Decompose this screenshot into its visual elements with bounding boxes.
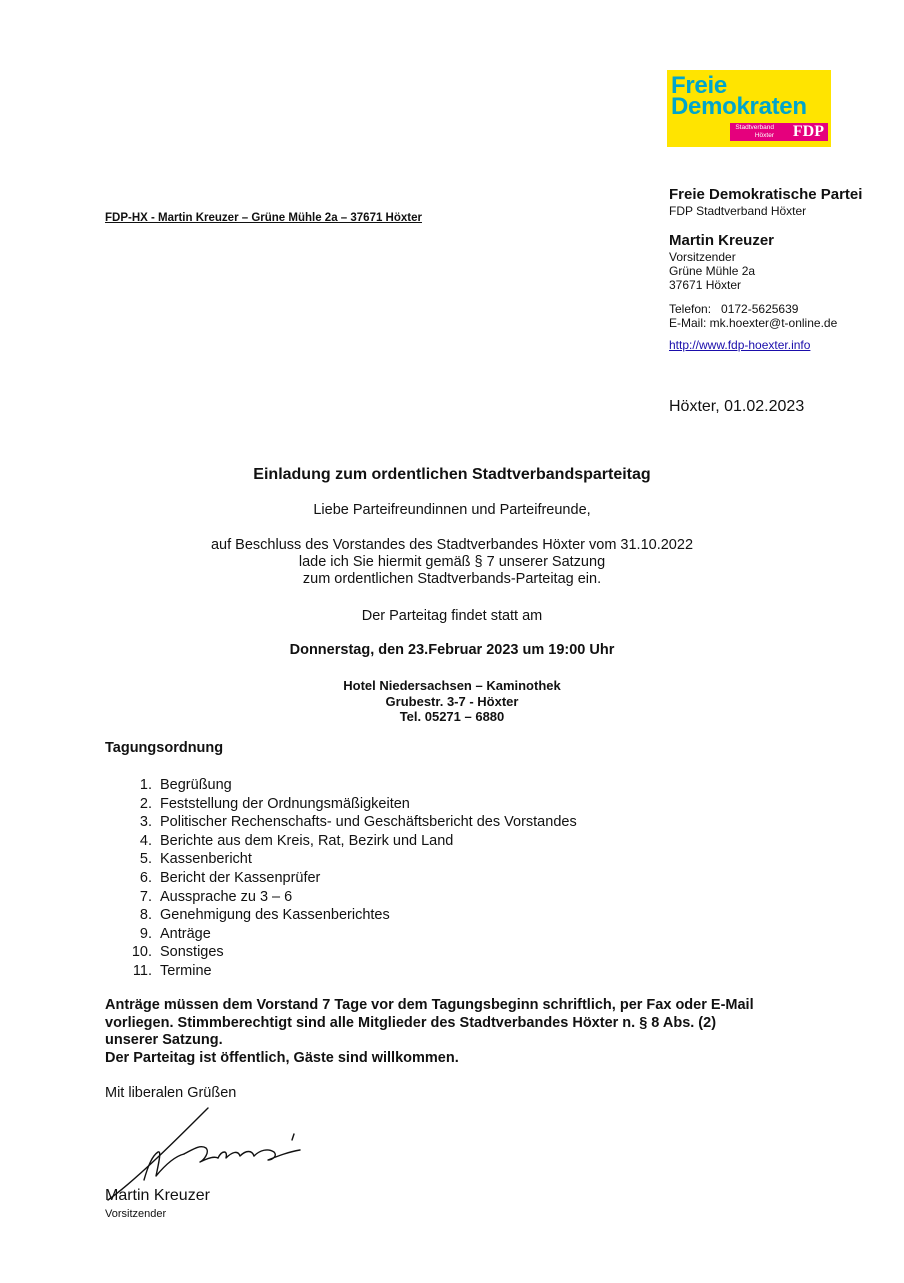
agenda-title: Tagungsordnung bbox=[105, 740, 224, 756]
agenda-item: 7. Aussprache zu 3 – 6 bbox=[139, 888, 293, 905]
greeting: Liebe Parteifreundinnen und Parteifreunde, bbox=[313, 502, 591, 518]
party-name: Freie Demokratische Partei bbox=[669, 186, 863, 203]
author-name: Martin Kreuzer bbox=[669, 232, 775, 249]
letter-date: Höxter, 01.02.2023 bbox=[669, 398, 805, 415]
agenda-item: 3. Politischer Rechenschafts- und Geschäftsbericht des Vorstandes bbox=[139, 814, 577, 831]
agenda-item: 8. Genehmigung des Kassenberichtes bbox=[139, 907, 390, 924]
logo-fdp: FDP bbox=[792, 123, 824, 140]
letter-title: Einladung zum ordentlichen Stadtverbandsparteitag bbox=[253, 466, 651, 483]
sender-line: FDP-HX - Martin Kreuzer – Grüne Mühle 2a – 37671 Höxter bbox=[105, 212, 422, 224]
intro-paragraph: auf Beschluss des Vorstandes des Stadtverbandes Höxter vom 31.10.2022 lade ich Sie hiermit gemäß § 7 unserer Satzung zum ordentlichen Stadtverbands-Parteitag ein. bbox=[210, 537, 694, 587]
agenda-item: 6. Bericht der Kassenprüfer bbox=[139, 869, 321, 886]
signature-role: Vorsitzender bbox=[105, 1208, 167, 1220]
logo-tag bbox=[730, 123, 828, 141]
agenda-item: 2. Feststellung der Ordnungsmäßigkeiten bbox=[139, 795, 410, 812]
author-city: 37671 Höxter bbox=[669, 278, 742, 292]
agenda-item: 4. Berichte aus dem Kreis, Rat, Bezirk und Land bbox=[139, 832, 454, 849]
website-link[interactable]: http://www.fdp-hoexter.info bbox=[669, 338, 811, 352]
phone: Telefon: 0172-5625639 bbox=[669, 302, 799, 316]
event-venue: Hotel Niedersachsen – Kaminothek Grubestr. 3-7 - Höxter Tel. 05271 – 6880 bbox=[343, 678, 561, 724]
agenda-item: 1. Begrüßung bbox=[139, 777, 232, 793]
notice-paragraph: Anträge müssen dem Vorstand 7 Tage vor dem Tagungsbeginn schriftlich, per Fax oder E-Mail vorliegen. Stimmberechtigt sind alle Mitglieder des Stadtverbandes Höxter n. § 8 Abs. (2) unserer Satzung. Der Parteitag ist öffentlich, Gäste sind willkommen. bbox=[105, 997, 754, 1066]
agenda-item: 9. Anträge bbox=[139, 925, 211, 942]
fdp-logo bbox=[667, 70, 831, 147]
event-datetime: Donnerstag, den 23.Februar 2023 um 19:00 Uhr bbox=[289, 642, 615, 658]
closing-text: Mit liberalen Grüßen bbox=[105, 1085, 237, 1101]
agenda-item: 5. Kassenbericht bbox=[139, 851, 252, 868]
signature-name: Martin Kreuzer bbox=[105, 1187, 210, 1204]
branch-name: FDP Stadtverband Höxter bbox=[669, 204, 807, 218]
agenda-item: 10. Sonstiges bbox=[131, 944, 224, 961]
agenda-item: 11. Termine bbox=[132, 962, 212, 979]
logo-line2: Demokraten bbox=[671, 93, 807, 120]
logo-tag-text: Stadtverband Höxter bbox=[735, 124, 774, 139]
agenda-list bbox=[130, 776, 577, 981]
logo-line1: Freie bbox=[671, 72, 727, 99]
email: E-Mail: mk.hoexter@t-online.de bbox=[669, 316, 838, 330]
author-role: Vorsitzender bbox=[669, 250, 736, 264]
takes-place-text: Der Parteitag findet statt am bbox=[361, 608, 543, 624]
author-street: Grüne Mühle 2a bbox=[669, 264, 756, 278]
